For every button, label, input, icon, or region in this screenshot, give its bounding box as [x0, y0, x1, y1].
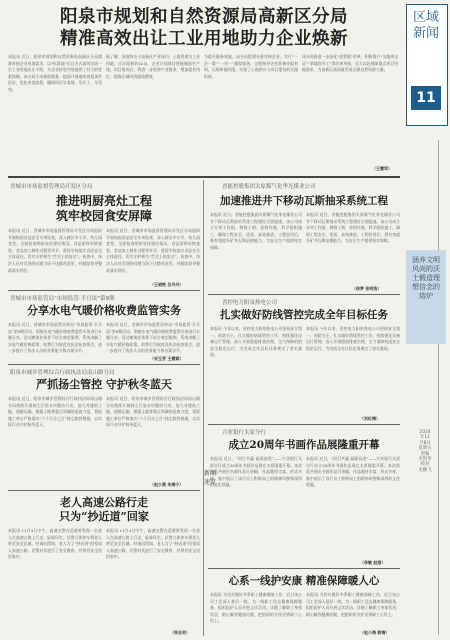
- page-number: 11: [411, 86, 441, 110]
- lead-headline-line2: 精准高效出让工业用地助力企业焕新: [60, 29, 348, 49]
- story-a-col1: 本报讯 近日，晋城市市场监督管理局开发区分局组织开展校园食品安全专项检查，深入辖区中小学、幼儿园食堂，全面检查明厨亮灶建设情况、食品原料采购查验、食品加工制作过程等环节，督促学校落实食品安全主体责任，切实守护师生“舌尖上的安全”。检查中，执法人员对发现的问题当场下达整改意见，并跟踪督导整改落实到位。: [8, 228, 102, 273]
- lead-headline: [8, 6, 400, 50]
- story-g-title: 成立20周年书画作品展隆重开幕: [228, 439, 380, 451]
- story-f-col2: 本报讯 今年以来，晋控电力阳泉热电公司坚持安全第一、预防为主，扎实做好防线管控工作，持续强化设备运行管理，深入开展隐患排查治理，全力保障机组安全稳定运行，为完成全年目标任务奠定了坚实基础。: [306, 326, 400, 351]
- story-h-title: 心系一线护安康 精准保障暖人心: [228, 575, 380, 587]
- story-f-col1: 本报讯 今年以来，晋控电力阳泉热电公司坚持安全第一、预防为主，扎实做好防线管控工作，持续强化设备运行管理，深入开展隐患排查治理，全力保障机组安全稳定运行，为完成全年目标任务奠定了坚实基础。: [210, 326, 302, 358]
- lead-story-col1: 本报讯 近日，阳泉市规划和自然资源局高新区分局精准对接企业用地需求，以“标准地”出让方式高效完成一宗工业用地出让手续，为企业转型升级提供了有力的要素保障。该分局主动靠前服务，提前开展地块规划条件论证，优化审批流程，确保项目早落地、早开工、早见效。: [8, 54, 102, 92]
- story-e-title: 加速推进井下移动瓦斯抽采系统工程: [220, 195, 388, 207]
- story-h-byline: （赵小海 郭梅）: [360, 630, 390, 635]
- story-d-title: [8, 496, 200, 524]
- story-b-title: 分享水电气暖价格收费监管实务: [27, 304, 181, 317]
- story-e-source: 晋能控股集团太原煤气化华光煤业公司: [222, 184, 316, 190]
- issue-date: 2024年11月8日 星期五 责编 李凯华 校对 史鹏飞: [418, 430, 432, 473]
- divider-b: [8, 364, 200, 365]
- story-g-col2: 本报讯 近日，“同行共赢 砥砺奋进”——兴业银行太原分行成立20周年书画作品展在太原隆重开幕。本次展览共展出书画作品百余幅，作品题材丰富、形式多样，集中展示了该行员工积极向上的精神风貌和深厚的文化底蕴。: [306, 456, 400, 488]
- story-a-col2: 本报讯 近日，晋城市市场监督管理局开发区分局组织开展校园食品安全专项检查，深入辖区中小学、幼儿园食堂，全面检查明厨亮灶建设情况、食品原料采购查验、食品加工制作过程等环节，督促学校落实食品安全主体责任，切实守护师生“舌尖上的安全”。检查中，执法人员对发现的问题当场下达整改意见，并跟踪督导整改落实到位。: [106, 228, 200, 273]
- story-d-col1: 本报讯 11月4日中午，高速交警在巡逻时发现一名老人在高速公路上行走，险象环生。民警立即停车将老人带至安全区域，经询问得知，老人为了“抄近道”回家误入高速公路。民警对其进行了安全教育，并将其安全送回家中。: [8, 528, 102, 560]
- news-digest-label: 新闻速览: [204, 470, 217, 486]
- story-e-col1: 本报讯 近日，晋能控股集团太原煤气化华光煤业公司井下移动瓦斯抽采系统工程建设全面提速。该公司成立专项工作组，倒排工期、挂图作战，科学组织施工，确保工程安全、优质、高效推进。工程投用后，将有效提升矿井瓦斯治理能力，为安全生产提供坚实保障。: [210, 212, 302, 250]
- story-g-source: 兴业银行太原分行: [222, 430, 267, 436]
- story-d-title-line1: 老人高速公路行走: [60, 496, 148, 509]
- story-d-title-line2: 只为“抄近道”回家: [59, 510, 149, 523]
- slogan-text: 涵养文明风尚的沃土锻造理想信念的熔炉: [412, 256, 440, 300]
- story-b-source: 晋城市市场监管局“市场监管·半月谈”第9期: [10, 296, 115, 302]
- story-a-title-line1: 推进明厨亮灶工程: [55, 194, 152, 208]
- story-a-source: 晋城市市场监督管理局开发区分局: [10, 184, 93, 190]
- lead-story-col3: 为提升服务效能，该分局组建专班对接企业，实行“一企一策”“一对一”跟踪服务，全程指导企业准备申报材料，压缩审批时限，实现了土地供应与项目建设的无缝衔接。: [204, 54, 298, 79]
- story-f-title: 扎实做好防线管控完成全年目标任务: [220, 309, 388, 321]
- divider-c: [8, 490, 200, 491]
- story-g-byline: （李敏 赵丽）: [360, 560, 386, 565]
- story-a-title-line2: 筑牢校园食安屏障: [55, 209, 152, 223]
- lead-story-col2: 据了解，该地块位于高新区产业园内，土地用途为工业用地，出让面积约42亩，企业计划建设智能制造生产线。项目建成后，将进一步延伸产业链条，增加就业岗位，助推区域经济提质增效。: [106, 54, 200, 79]
- story-d-byline: （郑会英）: [170, 630, 190, 635]
- story-h-col2: 本报讯 为切实做好冬季职工健康保障工作，近日该公司工会深入基层一线，为一线职工送去健康保障服务，组织医护人员开展义诊活动，详细了解职工身体状况，耐心解答健康问题，把组织的关怀送到职工心坎上。: [306, 592, 400, 617]
- lead-story-col4: 该分局将进一步深化“放管服”改革，积极推行“交地即交证”“拿地即开工”等改革举措，全力以赴保障重点项目用地需求，为高新区高质量发展贡献自然资源力量。: [302, 54, 398, 73]
- sidebar-rule: [438, 140, 439, 635]
- story-a-byline: （王晓艳 吕丹丹）: [150, 282, 184, 287]
- story-f-source: 晋控电力阳泉热电公司: [222, 300, 278, 306]
- section-divider: [8, 176, 400, 178]
- divider-g: [208, 568, 400, 569]
- story-b-byline: （宋玉芳 王德斌）: [150, 356, 184, 361]
- lead-headline-line1: 阳泉市规划和自然资源局高新区分局: [60, 7, 348, 27]
- story-e-col2: 本报讯 近日，晋能控股集团太原煤气化华光煤业公司井下移动瓦斯抽采系统工程建设全面提速。该公司成立专项工作组，倒排工期、挂图作战，科学组织施工，确保工程安全、优质、高效推进。工程投用后，将有效提升矿井瓦斯治理能力，为安全生产提供坚实保障。: [306, 212, 400, 244]
- divider-e: [208, 294, 400, 295]
- story-d-col2: 本报讯 11月4日中午，高速交警在巡逻时发现一名老人在高速公路上行走，险象环生。民警立即停车将老人带至安全区域，经询问得知，老人为了“抄近道”回家误入高速公路。民警对其进行了安全教育，并将其安全送回家中。: [106, 528, 200, 560]
- story-c-source: 阳泉市城乡管理综合行政执法局南山路分局: [10, 370, 115, 376]
- story-b-col2: 本报讯 近日，晋城市市场监管局举办“市场监管·半月谈”第9期活动，围绕水电气暖价格收费监管实务进行专题分享。活动邀请业务骨干结合典型案例，系统讲解了水电气暖价格政策、收费行为规范及执法检查要点，进一步提升了执法人员的业务能力和办案水平。: [106, 322, 200, 354]
- story-g-col1: 本报讯 近日，“同行共赢 砥砺奋进”——兴业银行太原分行成立20周年书画作品展在太原隆重开幕。本次展览共展出书画作品百余幅，作品题材丰富、形式多样，集中展示了该行员工积极向上的精神风貌和深厚的文化底蕴。: [210, 456, 302, 488]
- story-b-col1: 本报讯 近日，晋城市市场监管局举办“市场监管·半月谈”第9期活动，围绕水电气暖价格收费监管实务进行专题分享。活动邀请业务骨干结合典型案例，系统讲解了水电气暖价格政策、收费行为规范及执法检查要点，进一步提升了执法人员的业务能力和办案水平。: [8, 322, 102, 354]
- story-a-title: [8, 194, 200, 224]
- story-h-col1: 本报讯 为切实做好冬季职工健康保障工作，近日该公司工会深入基层一线，为一线职工送去健康保障服务，组织医护人员开展义诊活动，详细了解职工身体状况，耐心解答健康问题，把组织的关怀送到职工心坎上。: [210, 592, 302, 624]
- divider-f: [208, 424, 400, 425]
- story-c-title: 严抓扬尘管控 守护秋冬蓝天: [36, 378, 172, 391]
- story-e-byline: （侯梦 张明浩）: [352, 286, 382, 291]
- story-f-byline: （刘红梅）: [360, 416, 380, 421]
- story-c-col2: 本报讯 近日，阳泉市城乡管理综合行政执法局南山路分局持续开展扬尘污染专项整治行动，加大对建筑工地、道路运输、裸露土地等重点领域的巡查力度，督促施工单位严格落实“六个百分之百”扬尘防控措施，以实际行动守护秋冬蓝天。: [106, 396, 200, 428]
- page-sidebar: [402, 0, 450, 640]
- lead-story-byline: （王慧军）: [372, 166, 392, 171]
- column-divider: [203, 180, 204, 636]
- story-c-col1: 本报讯 近日，阳泉市城乡管理综合行政执法局南山路分局持续开展扬尘污染专项整治行动，加大对建筑工地、道路运输、裸露土地等重点领域的巡查力度，督促施工单位严格落实“六个百分之百”扬尘防控措施，以实际行动守护秋冬蓝天。: [8, 396, 102, 428]
- column-name: 区域新闻: [412, 10, 439, 41]
- divider-a: [8, 290, 200, 291]
- story-c-byline: （赵小燕 朱海宁）: [150, 482, 184, 487]
